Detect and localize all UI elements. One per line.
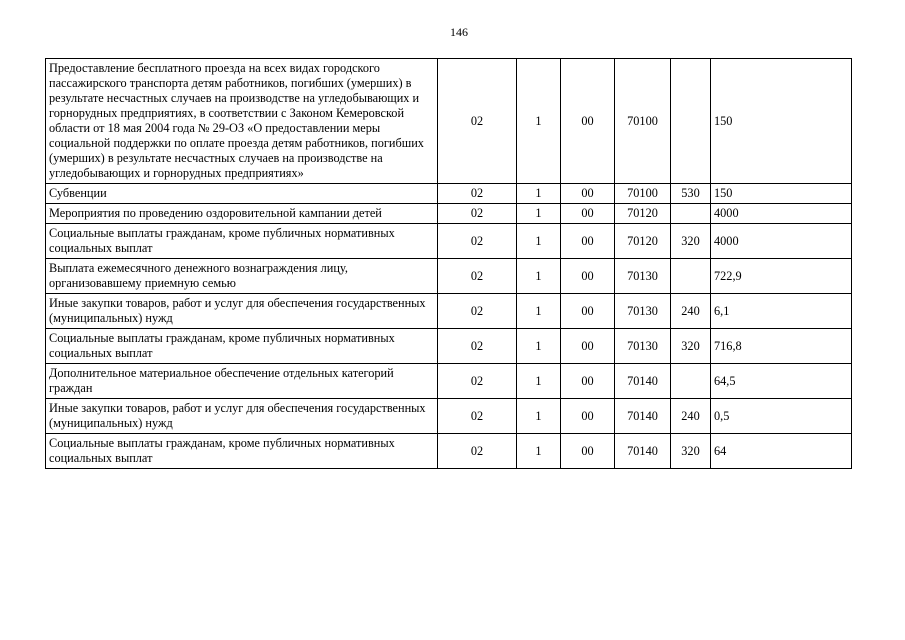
section-code: 02: [438, 364, 517, 399]
expense-type-code: [671, 259, 711, 294]
direction-code: 70130: [615, 259, 671, 294]
expense-type-code: 240: [671, 399, 711, 434]
row-description: Социальные выплаты гражданам, кроме публичных нормативных социальных выплат: [46, 434, 438, 469]
direction-code: 70140: [615, 399, 671, 434]
amount: 722,9: [711, 259, 852, 294]
section-code: 02: [438, 434, 517, 469]
row-description: Социальные выплаты гражданам, кроме публичных нормативных социальных выплат: [46, 224, 438, 259]
row-description: Иные закупки товаров, работ и услуг для обеспечения государственных (муниципальных) нужд: [46, 399, 438, 434]
subprogram-code: 00: [561, 329, 615, 364]
expense-type-code: [671, 204, 711, 224]
program-code: 1: [517, 329, 561, 364]
table-row: [46, 59, 852, 184]
expense-type-code: [671, 59, 711, 184]
subprogram-code: 00: [561, 59, 615, 184]
section-code: 02: [438, 204, 517, 224]
section-code: 02: [438, 59, 517, 184]
subprogram-code: 00: [561, 224, 615, 259]
budget-table-body: [46, 59, 852, 469]
row-description: Социальные выплаты гражданам, кроме публичных нормативных социальных выплат: [46, 329, 438, 364]
program-code: 1: [517, 399, 561, 434]
section-code: 02: [438, 294, 517, 329]
program-code: 1: [517, 364, 561, 399]
amount: 6,1: [711, 294, 852, 329]
expense-type-code: 320: [671, 224, 711, 259]
direction-code: 70100: [615, 59, 671, 184]
expense-type-code: 530: [671, 184, 711, 204]
table-row: [46, 434, 852, 469]
row-description: Выплата ежемесячного денежного вознаграждения лицу, организовавшему приемную семью: [46, 259, 438, 294]
table-row: [46, 204, 852, 224]
program-code: 1: [517, 259, 561, 294]
program-code: 1: [517, 294, 561, 329]
row-description: Субвенции: [46, 184, 438, 204]
direction-code: 70140: [615, 434, 671, 469]
subprogram-code: 00: [561, 184, 615, 204]
section-code: 02: [438, 184, 517, 204]
program-code: 1: [517, 59, 561, 184]
subprogram-code: 00: [561, 399, 615, 434]
table-row: [46, 259, 852, 294]
row-description: Дополнительное материальное обеспечение отдельных категорий граждан: [46, 364, 438, 399]
amount: 4000: [711, 204, 852, 224]
direction-code: 70120: [615, 224, 671, 259]
amount: 64,5: [711, 364, 852, 399]
table-row: [46, 224, 852, 259]
table-row: [46, 329, 852, 364]
section-code: 02: [438, 259, 517, 294]
section-code: 02: [438, 399, 517, 434]
row-description: Мероприятия по проведению оздоровительной кампании детей: [46, 204, 438, 224]
subprogram-code: 00: [561, 434, 615, 469]
row-description: Иные закупки товаров, работ и услуг для обеспечения государственных (муниципальных) нужд: [46, 294, 438, 329]
amount: 716,8: [711, 329, 852, 364]
direction-code: 70130: [615, 329, 671, 364]
page-number: 146: [450, 25, 468, 39]
amount: 150: [711, 59, 852, 184]
section-code: 02: [438, 329, 517, 364]
expense-type-code: 320: [671, 434, 711, 469]
program-code: 1: [517, 204, 561, 224]
table-row: [46, 364, 852, 399]
program-code: 1: [517, 434, 561, 469]
budget-table: [45, 58, 852, 469]
amount: 4000: [711, 224, 852, 259]
subprogram-code: 00: [561, 294, 615, 329]
subprogram-code: 00: [561, 259, 615, 294]
expense-type-code: 320: [671, 329, 711, 364]
subprogram-code: 00: [561, 364, 615, 399]
table-row: [46, 399, 852, 434]
expense-type-code: [671, 364, 711, 399]
direction-code: 70120: [615, 204, 671, 224]
direction-code: 70100: [615, 184, 671, 204]
program-code: 1: [517, 184, 561, 204]
section-code: 02: [438, 224, 517, 259]
direction-code: 70130: [615, 294, 671, 329]
amount: 0,5: [711, 399, 852, 434]
subprogram-code: 00: [561, 204, 615, 224]
amount: 150: [711, 184, 852, 204]
row-description: Предоставление бесплатного проезда на всех видах городского пассажирского транспорта детям работников, погибших (умерших) в результате несчастных случаев на производстве на угледобывающих и горнорудных предприятиях, в соответствии с Законом Кемеровской области от 18 мая 2004 года № 29-ОЗ «О предоставлении меры социальной поддержки по оплате проезда детям работников, погибших (умерших) в результате несчастных случаев на производстве на угледобывающих и горнорудных предприятиях»: [46, 59, 438, 184]
table-row: [46, 294, 852, 329]
expense-type-code: 240: [671, 294, 711, 329]
program-code: 1: [517, 224, 561, 259]
amount: 64: [711, 434, 852, 469]
direction-code: 70140: [615, 364, 671, 399]
table-row: [46, 184, 852, 204]
